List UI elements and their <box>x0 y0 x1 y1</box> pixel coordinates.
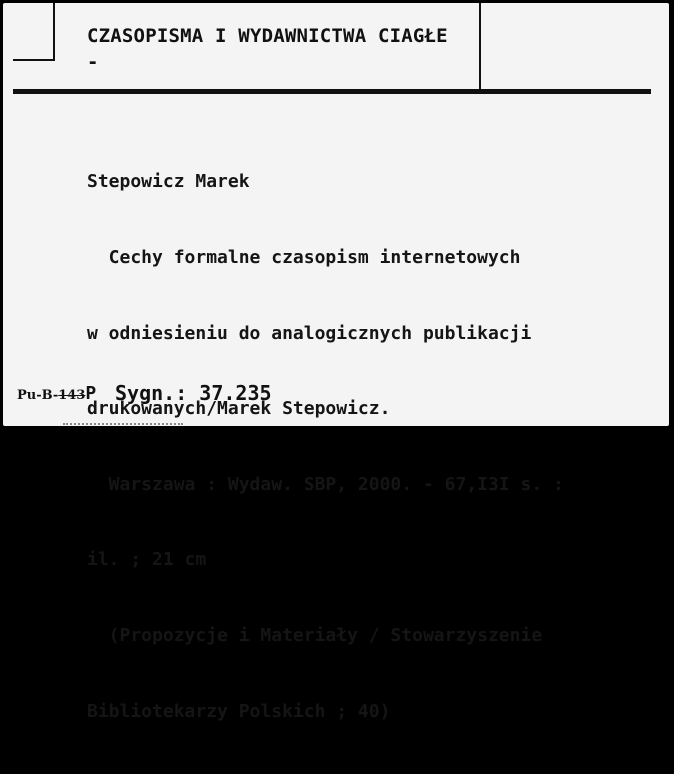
location-code-struck: 143 <box>58 388 86 403</box>
location-stamp <box>17 383 96 404</box>
entry-line-title-cont: w odniesieniu do analogicznych publikacji <box>87 322 532 344</box>
card-vertical-rule <box>479 3 481 91</box>
entry-line-imprint: Warszawa : Wydaw. SBP, 2000. - 67,I3I s. : <box>87 473 564 495</box>
location-code: Pu-B- <box>17 388 59 403</box>
location-suffix: P <box>85 383 97 404</box>
card-corner-mark <box>13 3 55 61</box>
card-bottom-marks <box>63 423 183 428</box>
heading-rule <box>13 89 651 94</box>
entry-line-series-cont: Bibliotekarzy Polskich ; 40) <box>87 700 391 722</box>
entry-line-series: (Propozycje i Materiały / Stowarzyszenie <box>87 624 543 646</box>
bibliographic-entry <box>87 119 564 774</box>
entry-line-title: Cechy formalne czasopism internetowych <box>87 247 521 268</box>
subject-heading: CZASOPISMA I WYDAWNICTWA CIAGŁE <box>87 25 448 47</box>
catalog-card <box>3 3 669 722</box>
call-number: Sygn.: 37.235 <box>115 381 272 405</box>
entry-line-author: Stepowicz Marek <box>87 171 250 193</box>
entry-line-physical: il. ; 21 cm <box>87 549 207 571</box>
entry-line-responsibility: drukowanych/Marek Stepowicz. <box>87 398 391 420</box>
subject-heading-dash: - <box>87 51 99 73</box>
